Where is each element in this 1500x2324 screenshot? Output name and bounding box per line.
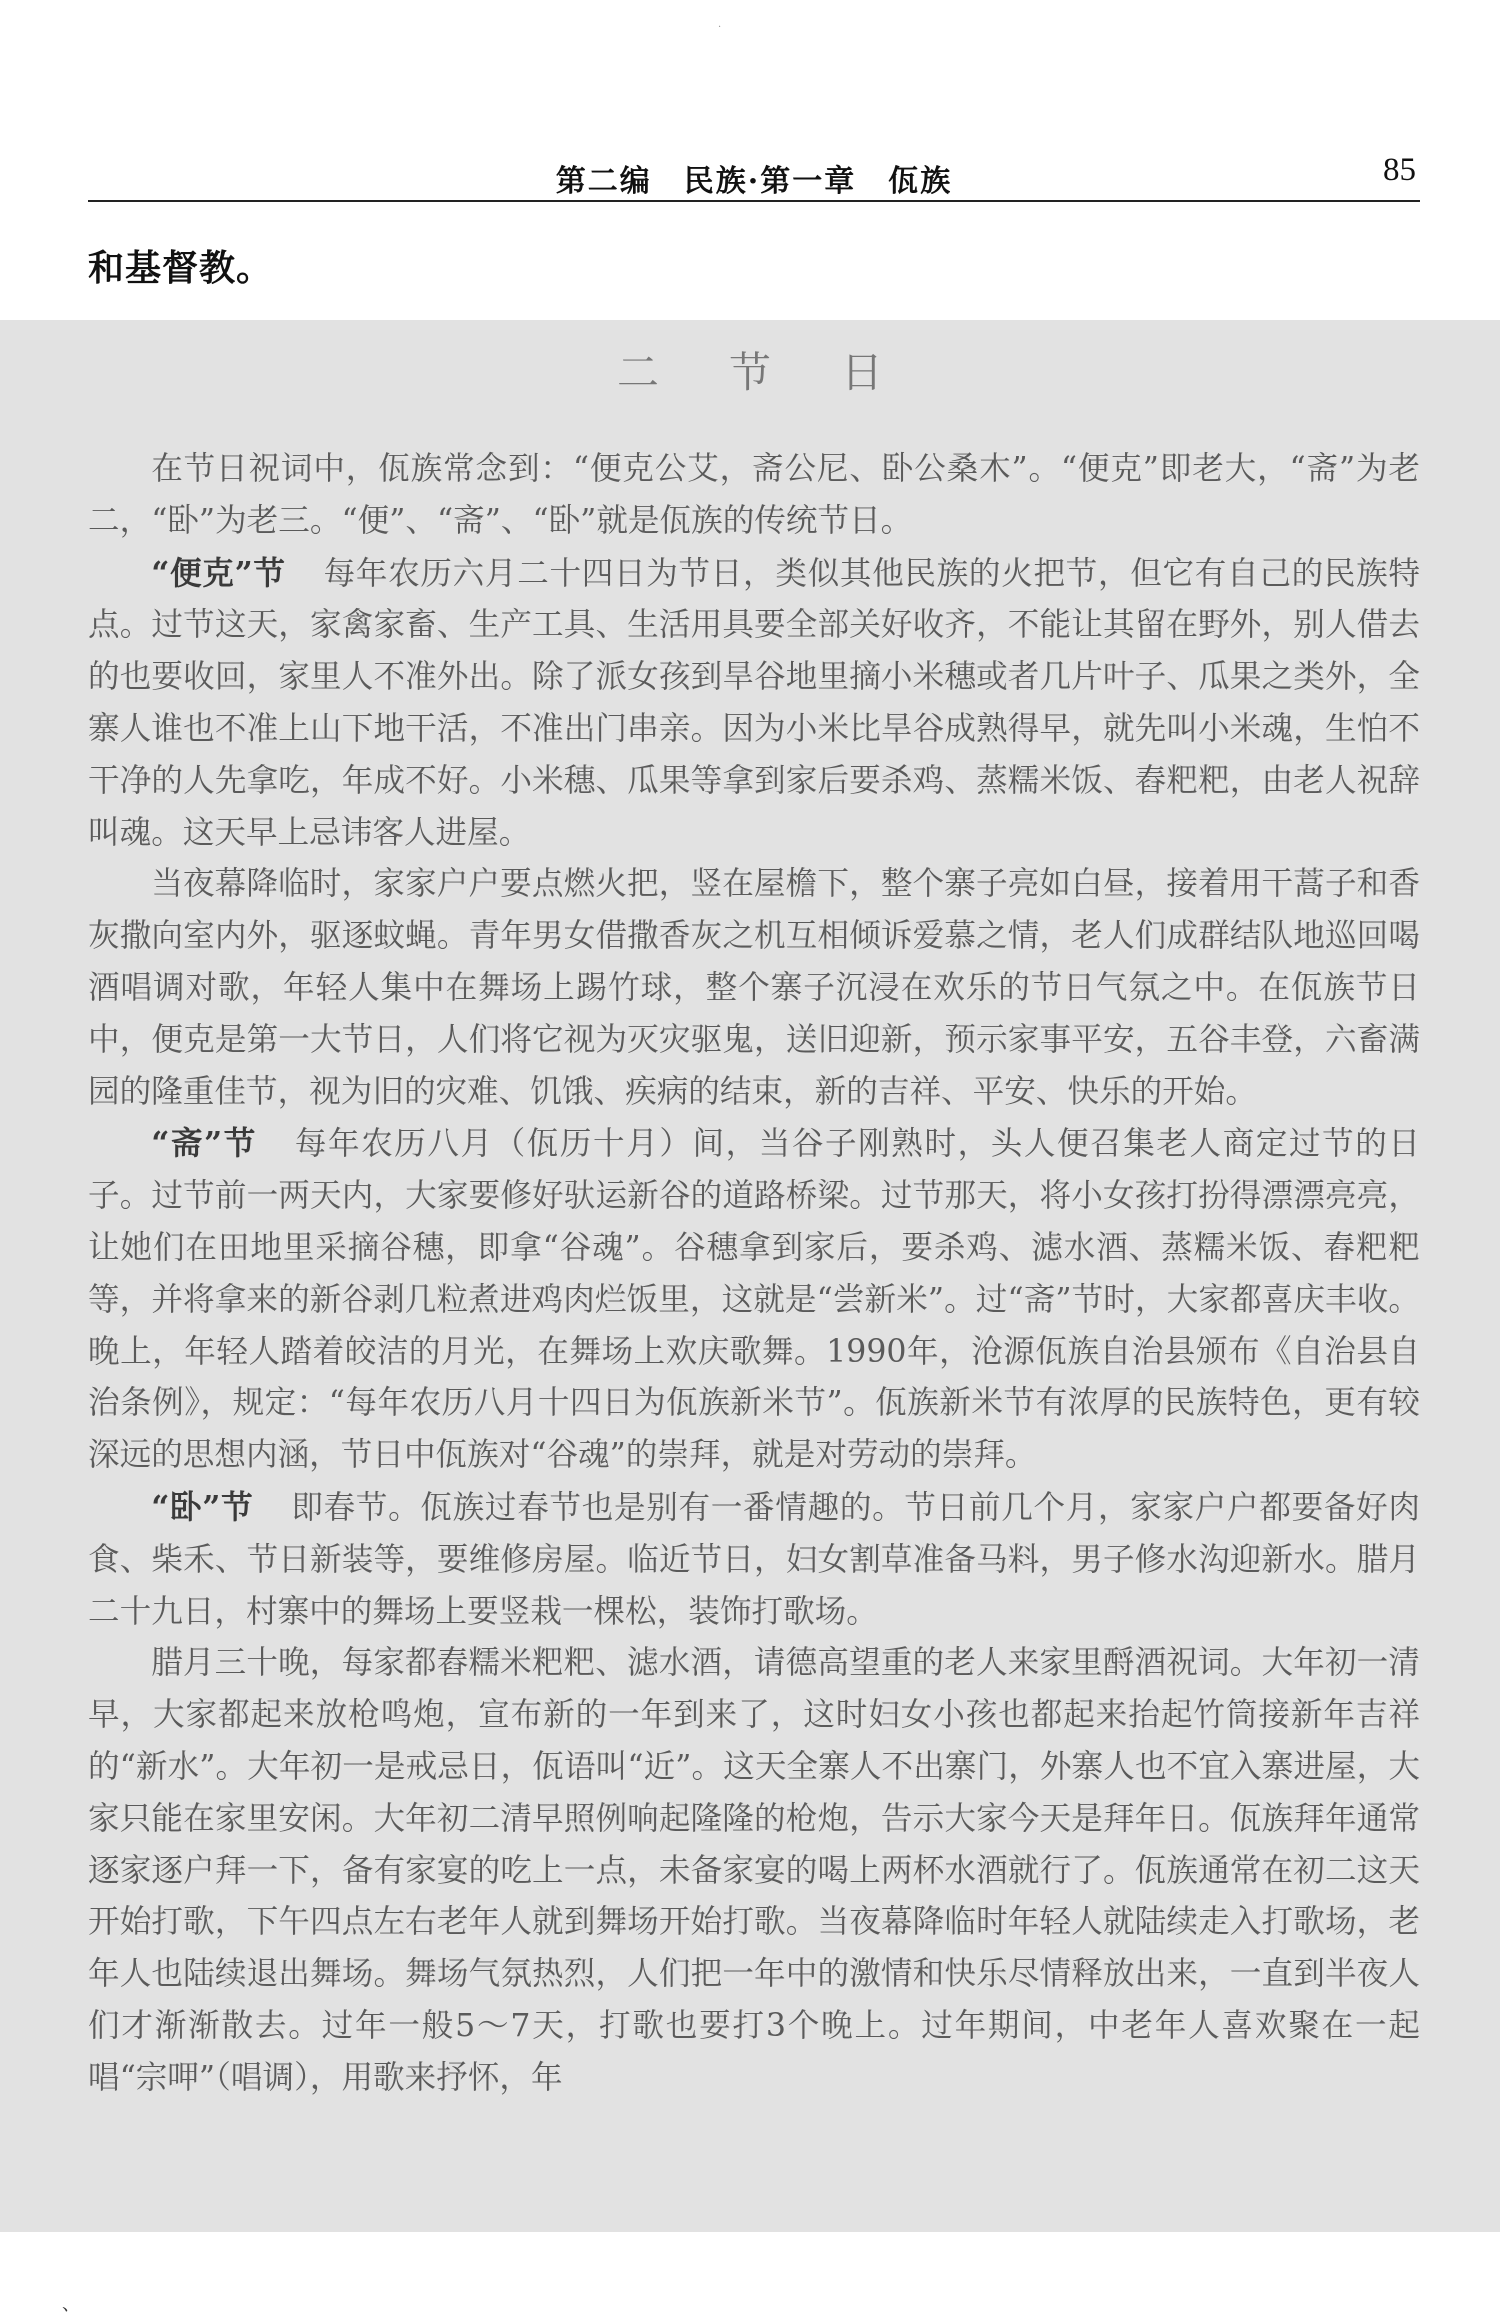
paragraph	[88, 444, 1420, 548]
carry-over-text: 和基督教。	[88, 247, 274, 289]
paragraph-text: 当夜幕降临时，家家户户要点燃火把，竖在屋檐下，整个寨子亮如白昼，接着用干蒿子和香灰撒向室内外，驱逐蚊蝇。青年男女借撒香灰之机互相倾诉爱慕之情，老人们成群结队地巡回喝酒唱调对歌，年轻人集中在舞场上踢竹球，整个寨子沉浸在欢乐的节日气氛之中。在佤族节日中，便克是第一大节日，人们将它视为灭灾驱鬼，送旧迎新，预示家事平安，五谷丰登，六畜满园的隆重佳节，视为旧的灾难、饥饿、疾病的结束，新的吉祥、平安、快乐的开始。	[88, 866, 1420, 1110]
page-number: 85	[1383, 152, 1416, 188]
paragraph-text: 每年农历八月（佤历十月）间，当谷子刚熟时，头人便召集老人商定过节的日子。过节前一两天内，大家要修好驮运新谷的道路桥梁。过节那天，将小女孩打扮得漂漂亮亮，让她们在田地里采摘谷穗，即拿“谷魂”。谷穗拿到家后，要杀鸡、滤水酒、蒸糯米饭、舂粑粑等，并将拿来的新谷剥几粒煮进鸡肉烂饭里，这就是“尝新米”。过“斋”节时，大家都喜庆丰收。晚上，年轻人踏着皎洁的月光，在舞场上欢庆歌舞。1990年，沧源佤族自治县颁布《自治县自治条例》，规定：“每年农历八月十四日为佤族新米节”。佤族新米节有浓厚的民族特色，更有较深远的思想内涵，节日中佤族对“谷魂”的崇拜，就是对劳动的崇拜。	[88, 1126, 1420, 1474]
section-title: 二节日	[616, 348, 953, 397]
festival-term-bianke: “便克”节	[151, 554, 286, 592]
paragraph-text: 腊月三十晚，每家都舂糯米粑粑、滤水酒，请德高望重的老人来家里酹酒祝词。大年初一清早，大家都起来放枪鸣炮，宣布新的一年到来了，这时妇女小孩也都起来抬起竹筒接新年吉祥的“新水”。大年初一是戒忌日，佤语叫“近”。这天全寨人不出寨门，外寨人也不宜入寨进屋，大家只能在家里安闲。大年初二清早照例响起隆隆的枪炮，告示大家今天是拜年日。佤族拜年通常逐家逐户拜一下，备有家宴的吃上一点，未备家宴的喝上两杯水酒就行了。佤族通常在初二这天开始打歌，下午四点左右老年人就到舞场开始打歌。当夜幕降临时年轻人就陆续走入打歌场，老年人也陆续退出舞场。舞场气氛热烈，人们把一年中的激情和快乐尽情释放出来，一直到半夜人们才渐渐散去。过年一般5～7天，打歌也要打3个晚上。过年期间，中老年人喜欢聚在一起唱“宗呷”（唱调），用歌来抒怀，年	[88, 1645, 1420, 2096]
paragraph-text: 每年农历六月二十四日为节日，类似其他民族的火把节，但它有自己的民族特点。过节这天，家禽家畜、生产工具、生活用具要全部关好收齐，不能让其留在野外，别人借去的也要收回，家里人不准外出。除了派女孩到旱谷地里摘小米穗或者几片叶子、瓜果之类外，全寨人谁也不准上山下地干活，不准出门串亲。因为小米比旱谷成熟得早，就先叫小米魂，生怕不干净的人先拿吃，年成不好。小米穗、瓜果等拿到家后要杀鸡、蒸糯米饭、舂粑粑，由老人祝辞叫魂。这天早上忌讳客人进屋。	[88, 555, 1420, 851]
paragraph	[88, 1118, 1420, 1482]
festival-term-wo: “卧”节	[151, 1488, 254, 1526]
festival-term-zhai: “斋”节	[151, 1125, 257, 1163]
paragraph	[88, 548, 1420, 860]
paragraph	[88, 1482, 1420, 1638]
scan-speck: ·	[718, 22, 722, 33]
paragraph	[88, 1638, 1420, 2104]
paragraph	[88, 859, 1420, 1118]
paragraph-text: 即春节。佤族过春节也是别有一番情趣的。节日前几个月，家家户户都要备好肉食、柴禾、节日新装等，要维修房屋。临近节日，妇女割草准备马料，男子修水沟迎新水。腊月二十九日，村寨中的舞场上要竖栽一棵松，装饰打歌场。	[88, 1489, 1420, 1630]
running-title: 第二编 民族·第一章 佤族	[555, 164, 953, 199]
footer-mark: 、	[62, 2294, 80, 2315]
section-body	[88, 444, 1420, 2105]
running-header	[88, 150, 1420, 202]
paragraph-text: 在节日祝词中，佤族常念到：“便克公艾，斋公尼、卧公桑木”。“便克”即老大，“斋”为老二，“卧”为老三。“便”、“斋”、“卧”就是佤族的传统节日。	[88, 451, 1420, 539]
